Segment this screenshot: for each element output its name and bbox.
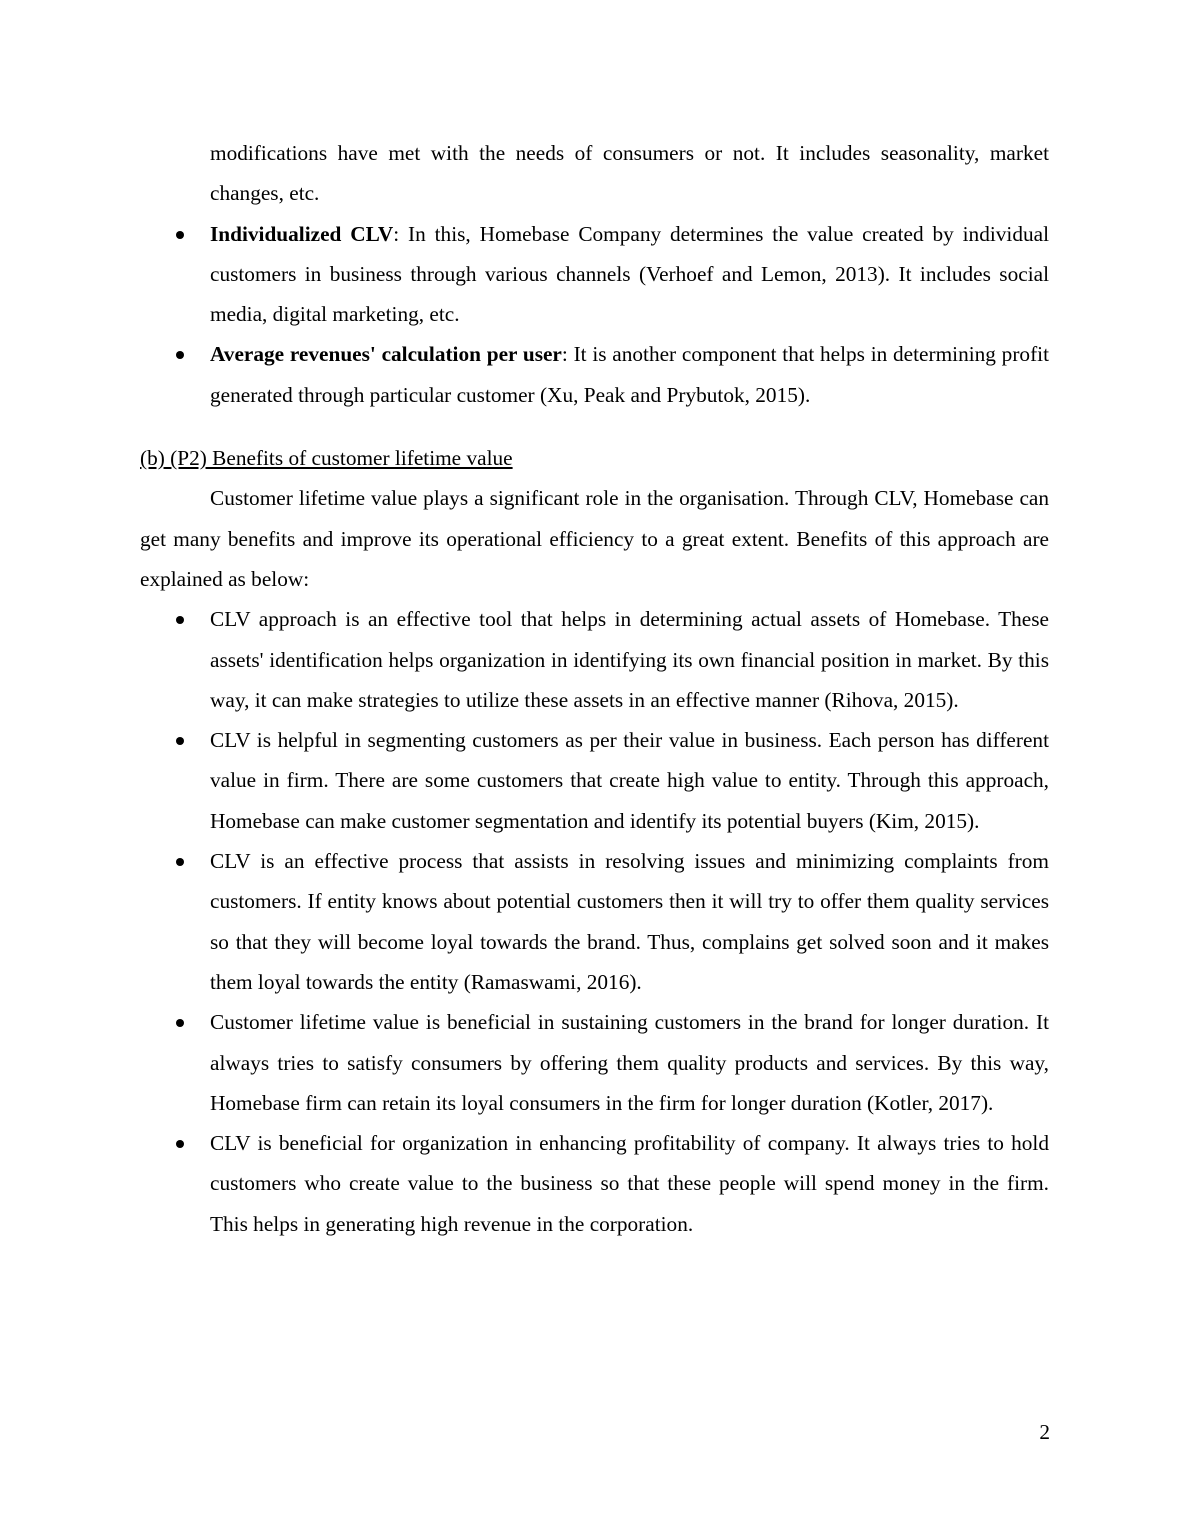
list-item [140, 214, 1049, 335]
list-item-term: Individualized CLV [210, 221, 394, 246]
list-item-text: : In this, Homebase Company determines the value created by individual customers in business through various channels (Verhoef and Lemon, 2013). It includes social media, digital marketing, etc. [210, 221, 1049, 327]
intro-paragraph: Customer lifetime value plays a significant role in the organisation. Through CLV, Homebase can get many benefits and improve its operational efficiency to a great extent. Benefits of this approach are explained as below: [140, 486, 1049, 591]
bullet-icon [176, 351, 184, 359]
bullet-icon [176, 858, 184, 866]
list-item-text: CLV is an effective process that assists in resolving issues and minimizing complaints from customers. If entity knows about potential customers then it will try to offer them quality services so that they will become loyal towards the brand. Thus, complains get solved soon and it makes them loyal towards the entity (Ramaswami, 2016). [210, 849, 1049, 994]
list-item-text: CLV approach is an effective tool that helps in determining actual assets of Homebase. These assets' identification helps organization in identifying its own financial position in market. By this way, it can make strategies to utilize these assets in an effective manner (Rihova, 2015). [210, 607, 1049, 712]
bullet-icon [176, 1019, 184, 1027]
list-item [140, 720, 1049, 841]
continued-paragraph: modifications have met with the needs of consumers or not. It includes seasonality, market changes, etc. [210, 141, 1049, 206]
component-list [140, 214, 1049, 415]
list-item-term: Average revenues' calculation per user [210, 342, 562, 367]
list-item-text: : It is another component that helps in determining profit generated through particular customer (Xu, Peak and Prybutok, 2015). [210, 342, 1049, 407]
bullet-icon [176, 1140, 184, 1148]
bullet-icon [176, 616, 184, 624]
page-content [140, 133, 1049, 1244]
bullet-icon [176, 231, 184, 239]
section-heading: (b) (P2) Benefits of customer lifetime value [140, 446, 513, 471]
list-item [140, 599, 1049, 720]
bullet-icon [176, 737, 184, 745]
list-item [140, 334, 1049, 415]
page-number: 2 [1039, 1420, 1050, 1444]
list-item-text: CLV is helpful in segmenting customers as per their value in business. Each person has different value in firm. There are some customers that create high value to entity. Through this approach, Homebase can make customer segmentation and identify its potential buyers (Kim, 2015). [210, 728, 1049, 833]
list-item [140, 1002, 1049, 1123]
list-item [140, 841, 1049, 1002]
list-item [140, 1123, 1049, 1244]
benefits-list [140, 599, 1049, 1244]
list-item-text: CLV is beneficial for organization in enhancing profitability of company. It always tries to hold customers who create value to the business so that these people will spend money in the firm. This helps in generating high revenue in the corporation. [210, 1131, 1049, 1236]
list-item-text: Customer lifetime value is beneficial in sustaining customers in the brand for longer duration. It always tries to satisfy consumers by offering them quality products and services. By this way, Homebase firm can retain its loyal consumers in the firm for longer duration (Kotler, 2017). [210, 1010, 1049, 1115]
